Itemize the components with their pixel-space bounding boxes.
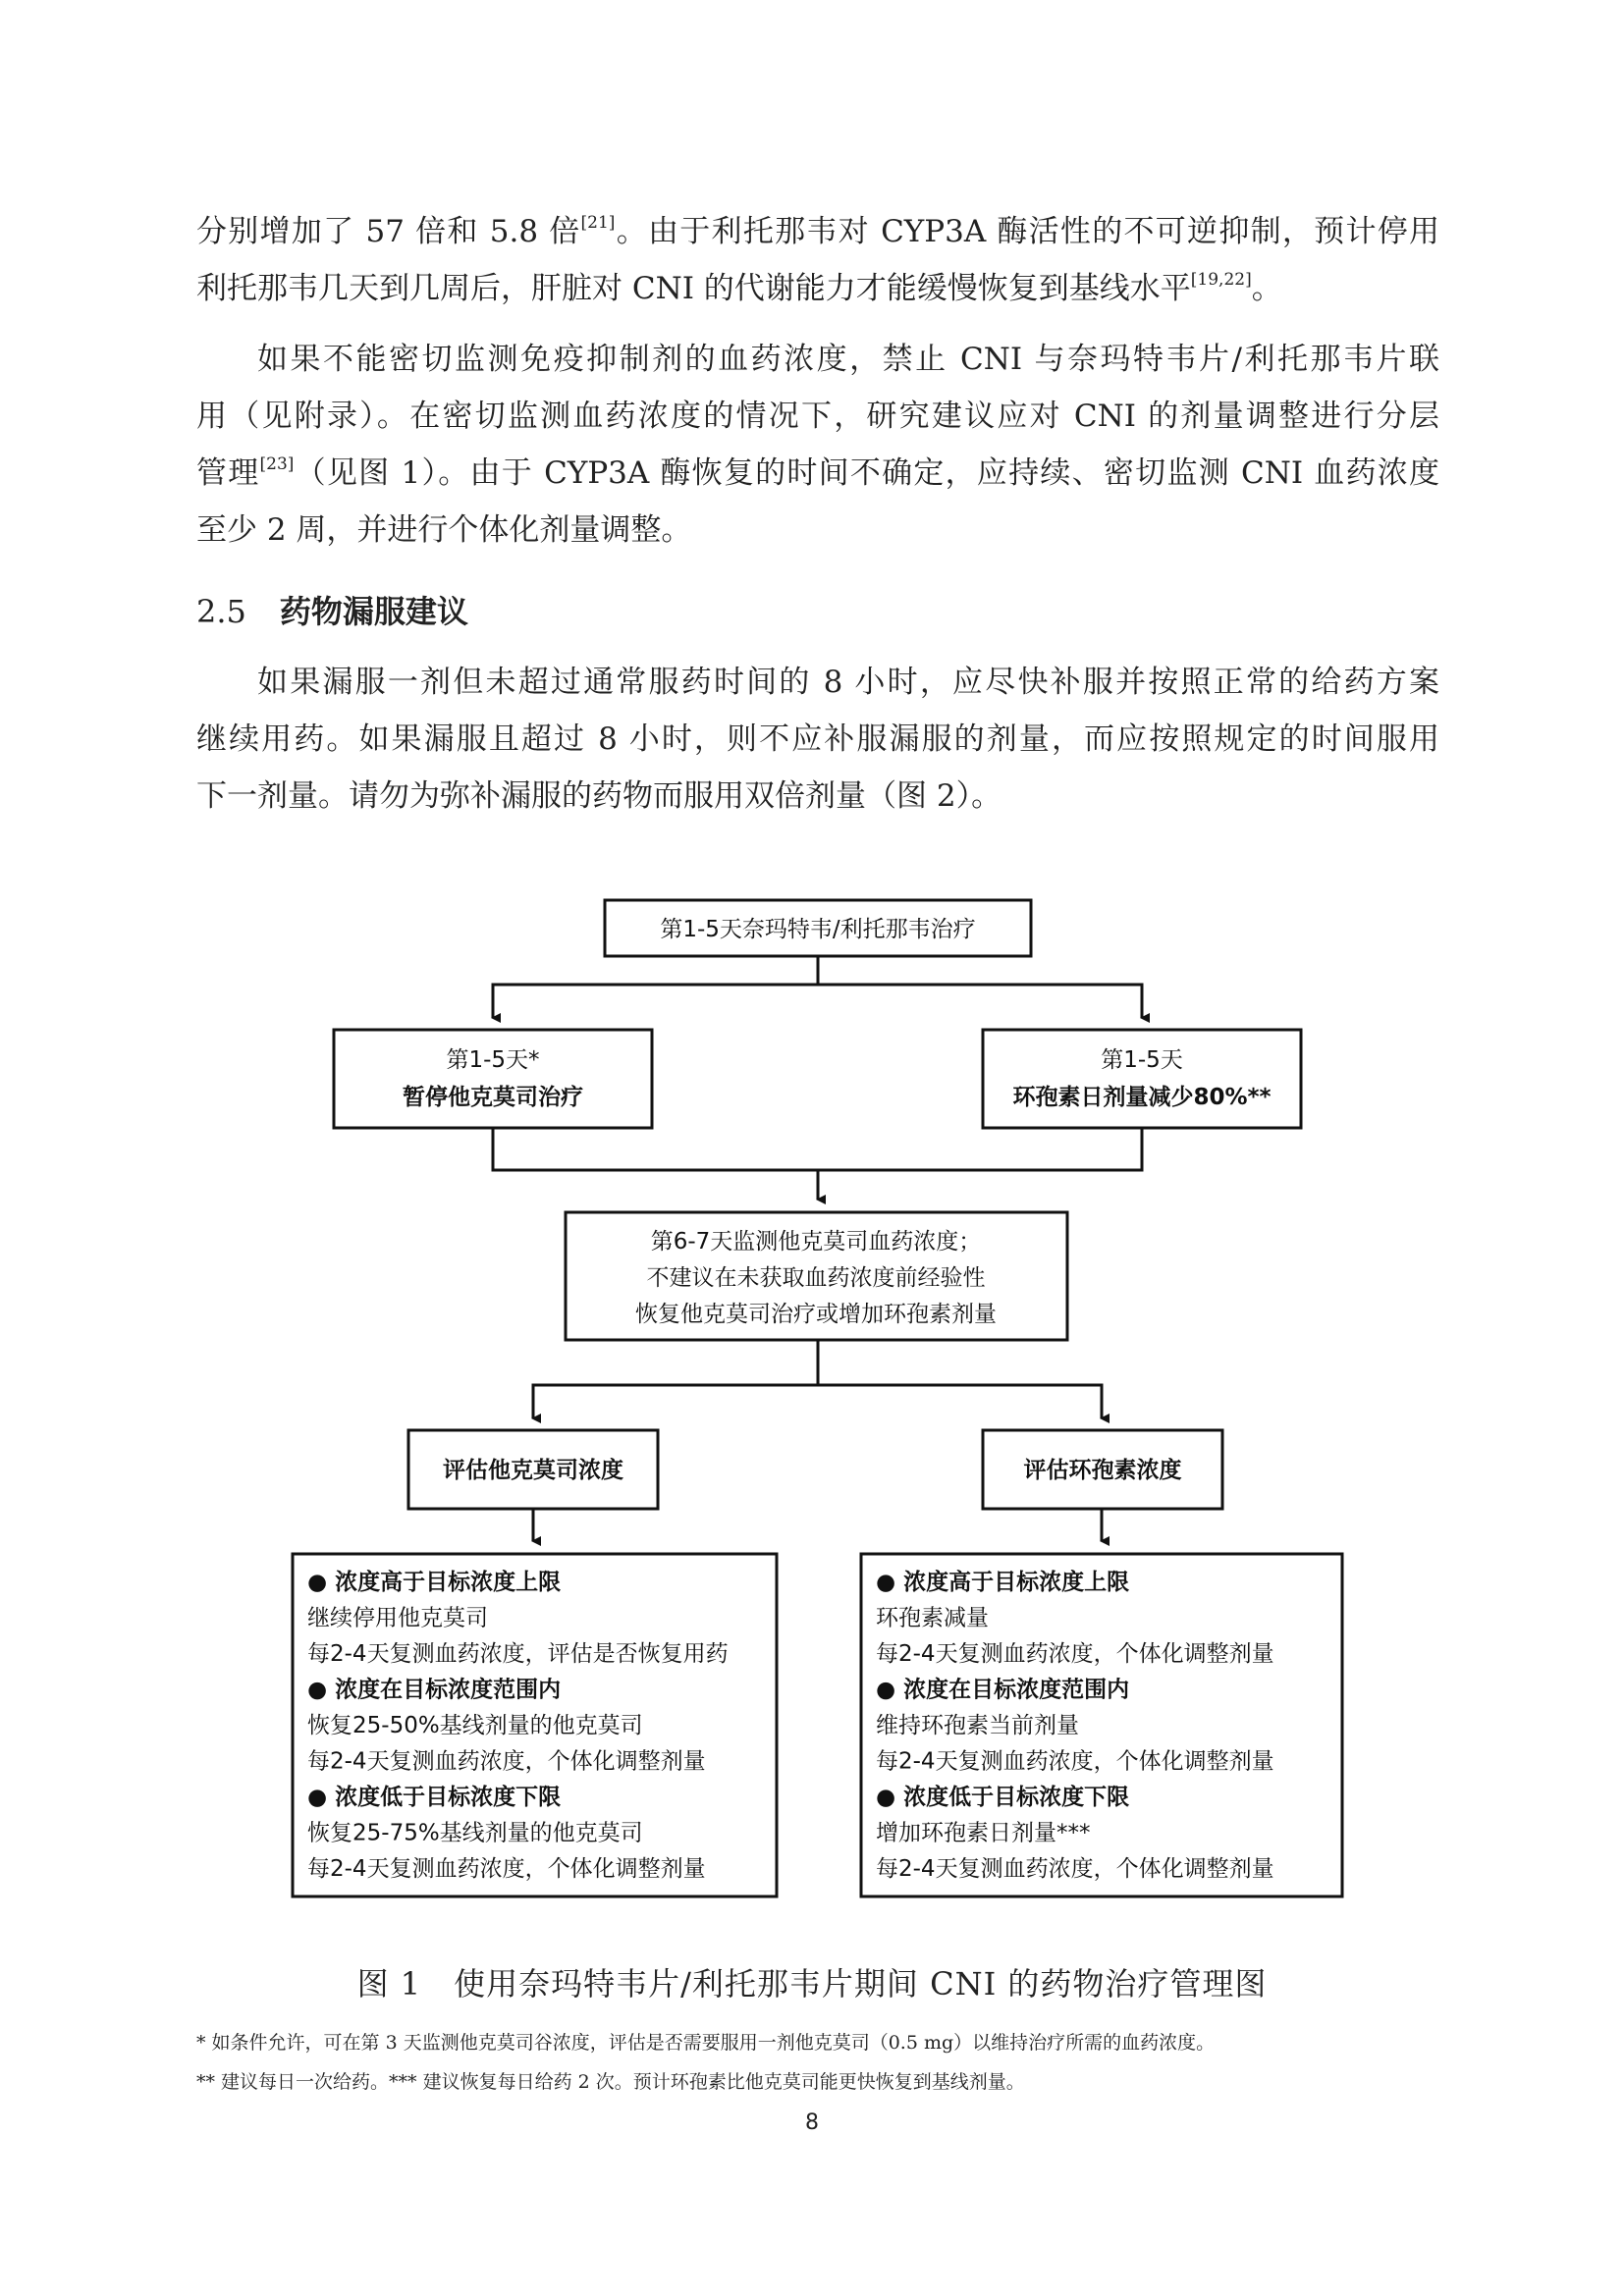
left-detail-text xyxy=(307,1569,729,1882)
paragraph-line: 如果不能密切监测免疫抑制剂的血药浓度，禁止 CNI 与奈玛特韦片/利托那韦片联 xyxy=(257,342,1439,377)
detail-line: ● 浓度低于目标浓度下限 xyxy=(307,1785,562,1810)
detail-line: 每2-4天复测血药浓度，个体化调整剂量 xyxy=(307,1856,706,1882)
footnote: ** 建议每日一次给药。*** 建议恢复每日给药 2 次。预计环孢素比他克莫司能更快恢复到基线剂量。 xyxy=(196,2071,1025,2093)
detail-line: ● 浓度低于目标浓度下限 xyxy=(876,1785,1130,1810)
detail-line: 每2-4天复测血药浓度，个体化调整剂量 xyxy=(876,1641,1274,1667)
detail-line: 每2-4天复测血药浓度，评估是否恢复用药 xyxy=(307,1641,729,1667)
connector xyxy=(493,956,818,1018)
connector xyxy=(818,985,1142,1018)
start-text: 第1-5天奈玛特韦/利托那韦治疗 xyxy=(660,917,976,942)
left-eval-text: 评估他克莫司浓度 xyxy=(443,1458,623,1483)
right-step-action: 环孢素日剂量减少80%** xyxy=(1012,1085,1272,1110)
left-step-day: 第1-5天* xyxy=(446,1047,540,1073)
detail-line: ● 浓度在目标浓度范围内 xyxy=(876,1677,1130,1703)
detail-line: 维持环孢素当前剂量 xyxy=(876,1713,1079,1738)
detail-line: ● 浓度高于目标浓度上限 xyxy=(876,1570,1130,1595)
citation: [19,22] xyxy=(1190,270,1252,290)
paragraph-line: 如果漏服一剂但未超过通常服药时间的 8 小时，应尽快补服并按照正常的给药方案 xyxy=(257,665,1439,700)
paragraph-line: 分别增加了 57 倍和 5.8 倍[21]。由于利托那韦对 CYP3A 酶活性的不可逆抑制，预计停用 xyxy=(196,213,1440,249)
page-number: 8 xyxy=(805,2110,819,2135)
monitor-line: 第6-7天监测他克莫司血药浓度； xyxy=(650,1229,982,1255)
detail-line: 继续停用他克莫司 xyxy=(307,1605,488,1631)
paragraph-line: 下一剂量。请勿为弥补漏服的药物而服用双倍剂量（图 2）。 xyxy=(196,778,1002,814)
section-title: 药物漏服建议 xyxy=(279,593,468,630)
detail-line: 恢复25-75%基线剂量的他克莫司 xyxy=(307,1820,643,1846)
paragraph-line: 利托那韦几天到几周后，肝脏对 CNI 的代谢能力才能缓慢恢复到基线水平[19,22]。 xyxy=(196,270,1282,306)
detail-line: ● 浓度在目标浓度范围内 xyxy=(307,1677,562,1703)
right-step-day: 第1-5天 xyxy=(1101,1047,1183,1073)
figure-caption: 图 1 使用奈玛特韦片/利托那韦片期间 CNI 的药物治疗管理图 xyxy=(356,1965,1268,2002)
connector xyxy=(533,1340,818,1418)
right-step-box xyxy=(983,1030,1301,1128)
connector xyxy=(818,1385,1102,1418)
section-number: 2.5 xyxy=(196,593,246,630)
citation: [21] xyxy=(580,213,616,233)
detail-line: 恢复25-50%基线剂量的他克莫司 xyxy=(307,1713,643,1738)
right-detail-text xyxy=(876,1569,1274,1882)
footnote: * 如条件允许，可在第 3 天监测他克莫司谷浓度，评估是否需要服用一剂他克莫司（0.5 mg）以维持治疗所需的血药浓度。 xyxy=(196,2032,1216,2054)
detail-line: 每2-4天复测血药浓度，个体化调整剂量 xyxy=(876,1748,1274,1775)
connector xyxy=(493,1128,1142,1170)
paragraph-line: 至少 2 周，并进行个体化剂量调整。 xyxy=(196,512,692,548)
detail-line: 增加环孢素日剂量*** xyxy=(876,1820,1091,1846)
paragraph-line: 继续用药。如果漏服且超过 8 小时，则不应补服漏服的剂量，而应按照规定的时间服用 xyxy=(196,721,1439,757)
detail-line: 每2-4天复测血药浓度，个体化调整剂量 xyxy=(307,1748,706,1775)
detail-line: 环孢素减量 xyxy=(876,1605,989,1631)
paragraph-line: 用（见附录）。在密切监测血药浓度的情况下，研究建议应对 CNI 的剂量调整进行分层 xyxy=(196,399,1439,434)
left-step-box xyxy=(334,1030,652,1128)
monitor-line: 不建议在未获取血药浓度前经验性 xyxy=(646,1265,986,1291)
left-step-action: 暂停他克莫司治疗 xyxy=(403,1085,583,1110)
paragraph-line: 管理[23]（见图 1）。由于 CYP3A 酶恢复的时间不确定，应持续、密切监测 CNI 血药浓度 xyxy=(196,454,1440,491)
detail-line: ● 浓度高于目标浓度上限 xyxy=(307,1570,562,1595)
monitor-line: 恢复他克莫司治疗或增加环孢素剂量 xyxy=(635,1302,997,1327)
detail-line: 每2-4天复测血药浓度，个体化调整剂量 xyxy=(876,1856,1274,1882)
citation: [23] xyxy=(259,454,295,474)
right-eval-text: 评估环孢素浓度 xyxy=(1023,1458,1182,1483)
